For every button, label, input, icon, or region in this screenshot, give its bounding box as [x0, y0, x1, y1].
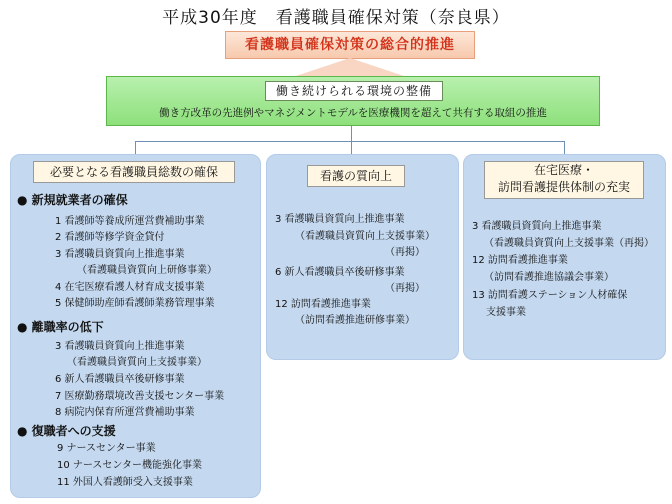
column-left-header: 必要となる看護職員総数の確保 [33, 161, 235, 183]
list-item: （再掲） [385, 283, 425, 294]
list-item: 6 新人看護職員卒後研修事業 [55, 374, 185, 385]
page-title: 平成30年度 看護職員確保対策（奈良県） [162, 8, 510, 28]
list-item: （看護職員資質向上支援事業（再掲） [484, 238, 654, 249]
list-item: （訪問看護推進協議会事業） [484, 272, 614, 283]
column-right-header-line1: 在宅医療・ [533, 163, 594, 177]
connector-vertical-main [351, 125, 352, 141]
list-item: （訪問看護推進研修事業） [295, 315, 415, 326]
column-right [463, 154, 666, 360]
list-item: 4 在宅医療看護人材育成支援事業 [55, 282, 205, 293]
connector-left [135, 141, 136, 155]
list-item: 7 医療勤務環境改善支援センター事業 [55, 391, 225, 402]
connector-middle [351, 141, 352, 155]
list-item: 3 看護職員資質向上推進事業 [275, 214, 405, 225]
list-item: （看護職員資質向上支援事業） [67, 357, 207, 368]
list-item: 3 看護職員資質向上推進事業 [472, 221, 602, 232]
list-item: 12 訪問看護推進事業 [275, 299, 371, 310]
list-item: 6 新人看護職員卒後研修事業 [275, 267, 405, 278]
list-item: （看護職員資質向上支援事業） [295, 231, 435, 242]
list-item: 11 外国人看護師受入支援事業 [57, 477, 193, 488]
list-item: （看護職員資質向上研修事業） [77, 265, 217, 276]
list-item: 3 看護職員資質向上推進事業 [55, 341, 185, 352]
list-item: （再掲） [385, 247, 425, 258]
list-item: 12 訪問看護推進事業 [472, 255, 568, 266]
connector-right [564, 141, 565, 155]
list-item: 2 看護師等修学資金貸付 [55, 232, 165, 243]
list-item: 支援事業 [486, 307, 526, 318]
top-box-subtitle: 働き方改革の先進例やマネジメントモデルを医療機関を超えて共有する取組の推進 [159, 107, 547, 119]
group-heading-new: ● 新規就業者の確保 [17, 193, 128, 207]
connector-horizontal [135, 141, 565, 142]
list-item: 10 ナースセンター機能強化事業 [57, 460, 203, 471]
column-right-header [484, 161, 644, 199]
list-item: 5 保健師助産師看護師業務管理事業 [55, 298, 215, 309]
group-heading-retention: ● 離職率の低下 [17, 320, 104, 334]
group-heading-return: ● 復職者への支援 [17, 424, 116, 438]
up-arrow [296, 58, 404, 76]
column-middle-header: 看護の質向上 [307, 165, 405, 187]
list-item: 13 訪問看護ステーション人材確保 [472, 290, 628, 301]
list-item: 1 看護師等養成所運営費補助事業 [55, 216, 205, 227]
main-banner: 看護職員確保対策の総合的推進 [225, 31, 475, 59]
column-right-header-line2: 訪問看護提供体制の充実 [497, 180, 630, 194]
column-left [10, 154, 261, 498]
column-middle [266, 154, 459, 360]
top-box [106, 76, 600, 126]
list-item: 3 看護職員資質向上推進事業 [55, 249, 185, 260]
list-item: 9 ナースセンター事業 [57, 443, 156, 454]
list-item: 8 病院内保育所運営費補助事業 [55, 407, 195, 418]
top-box-title: 働き続けられる環境の整備 [265, 81, 443, 101]
